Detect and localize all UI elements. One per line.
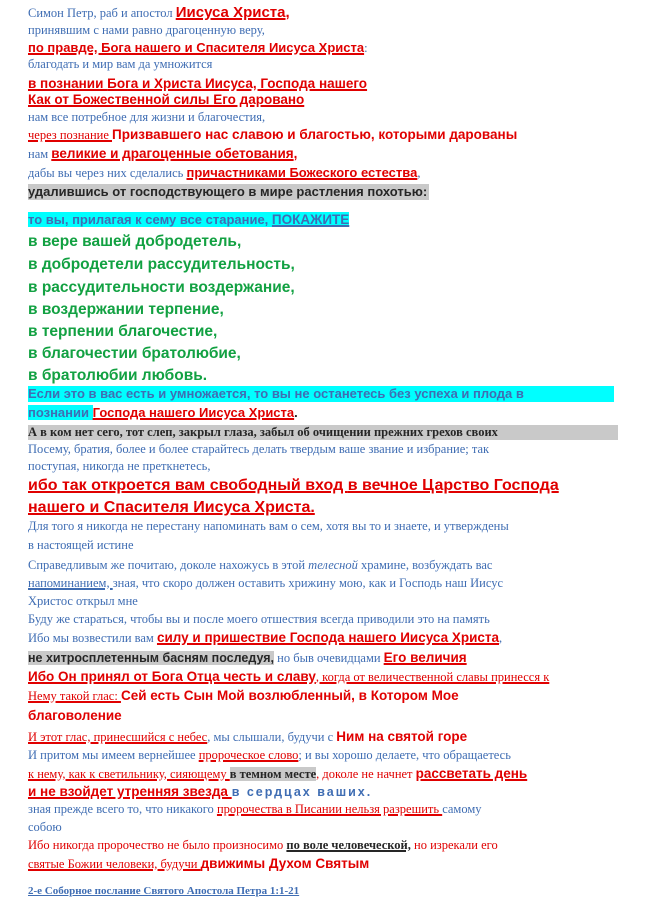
line-12: то вы, прилагая к сему все старание, ПОКАЖИТЕ bbox=[28, 212, 350, 227]
line-36: Нему такой глас: Сей есть Сын Мой возлюбленный, в Котором Мое bbox=[28, 688, 459, 703]
line-30: напоминанием, зная, что скоро должен оставить хрижину мою, как и Господь наш Иисус bbox=[28, 576, 504, 590]
line-24: поступая, никогда не преткнетесь, bbox=[28, 459, 211, 473]
virtue-6: в благочестии братолюбие, bbox=[28, 345, 241, 362]
line-25: ибо так откроется вам свободный вход в вечное Царство Господа bbox=[28, 477, 559, 494]
line-26: нашего и Спасителя Иисуса Христа. bbox=[28, 499, 315, 516]
line-29: Справедливым же почитаю, доколе нахожусь в этой телесной храмине, возбуждать вас bbox=[28, 558, 493, 572]
line-43: собою bbox=[28, 820, 62, 834]
line-35: Ибо Он принял от Бога Отца честь и славу, когда от величественной славы принесся к bbox=[28, 669, 550, 684]
line-33: Ибо мы возвестили вам силу и пришествие Господа нашего Иисуса Христа, bbox=[28, 630, 503, 645]
line-44: Ибо никогда пророчество не было произносимо по воле человеческой, но изрекали его bbox=[28, 838, 498, 852]
line-9: нам великие и драгоценные обетования, bbox=[28, 146, 298, 161]
line-21: познании Господа нашего Иисуса Христа. bbox=[28, 405, 298, 420]
line-37: благоволение bbox=[28, 708, 122, 723]
line-42: зная прежде всего то, что никакого пророчества в Писании нельзя разрешить самому bbox=[28, 802, 482, 816]
line-3: по правде, Бога нашего и Спасителя Иисуса Христа: bbox=[28, 40, 368, 55]
line-20: Если это в вас есть и умножается, то вы не останетесь без успеха и плода в bbox=[28, 386, 614, 402]
line-11: удалившись от господствующего в мире растления похотью: bbox=[28, 184, 428, 199]
virtue-2: в добродетели рассудительность, bbox=[28, 256, 295, 273]
line-4: благодать и мир вам да умножится bbox=[28, 57, 213, 71]
virtue-4: в воздержании терпение, bbox=[28, 301, 224, 318]
virtue-5: в терпении благочестие, bbox=[28, 323, 218, 340]
line-22: А в ком нет сего, тот слеп, закрыл глаза, забыл об очищении прежних грехов своих bbox=[28, 425, 618, 440]
line-31: Христос открыл мне bbox=[28, 594, 138, 608]
line-38: И этот глас, принесшийся с небес, мы слышали, будучи с Ним на святой горе bbox=[28, 729, 468, 744]
line-27: Для того я никогда не перестану напоминать вам о сем, хотя вы то и знаете, и утверждены bbox=[28, 519, 509, 533]
line-40: к нему, как к светильнику, сияющему в темном месте, доколе не начнет рассветать день bbox=[28, 766, 528, 781]
line-34: не хитросплетенным басням последуя, но быв очевидцами Его величия bbox=[28, 650, 467, 665]
line-23: Посему, братия, более и более старайтесь делать твердым ваше звание и избрание; так bbox=[28, 442, 490, 456]
line-5: в познании Бога и Христа Иисуса, Господа нашего bbox=[28, 76, 368, 91]
line-28: в настоящей истине bbox=[28, 538, 134, 552]
line-6: Как от Божественной силы Его даровано bbox=[28, 92, 305, 107]
line-7: нам все потребное для жизни и благочестия, bbox=[28, 110, 266, 124]
line-45: святые Божии человеки, будучи движимы Духом Святым bbox=[28, 856, 370, 871]
scripture-reference: 2-е Соборное послание Святого Апостола Петра 1:1-21 bbox=[28, 885, 300, 897]
line-10: дабы вы через них сделались причастниками Божеского естества, bbox=[28, 165, 421, 180]
virtue-7: в братолюбии любовь. bbox=[28, 367, 208, 384]
line-32: Буду же стараться, чтобы вы и после моего отшествия всегда приводили это на память bbox=[28, 612, 490, 626]
line-8: через познание Призвавшего нас славою и благостью, которыми дарованы bbox=[28, 127, 518, 142]
line-2: принявшим с нами равно драгоценную веру, bbox=[28, 23, 265, 37]
virtue-1: в вере вашей добродетель, bbox=[28, 233, 242, 250]
virtue-3: в рассудительности воздержание, bbox=[28, 279, 295, 296]
line-39: И притом мы имеем вернейшее пророческое слово; и вы хорошо делаете, что обращаетесь bbox=[28, 748, 511, 762]
line-1: Симон Петр, раб и апостол Иисуса Христа, bbox=[28, 4, 290, 21]
line-41: и не взойдет утренняя звезда в сердцах ваших. bbox=[28, 784, 373, 799]
